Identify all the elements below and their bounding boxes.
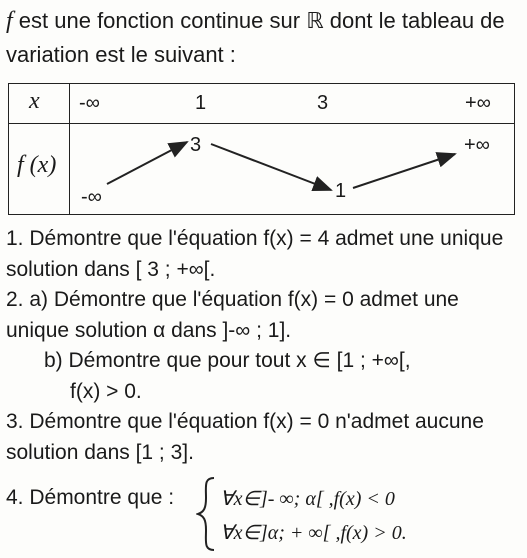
question-2a: 2. a) Démontre que l'équation f(x) = 0 admet une unique solution α dans ]-∞ ; 1]. <box>6 288 459 342</box>
questions-block <box>6 224 521 468</box>
arrow-increasing-1 <box>107 142 187 184</box>
left-brace-icon <box>196 476 218 552</box>
x-value-3: 3 <box>317 92 329 114</box>
fx-row-label: f (x) <box>17 152 57 178</box>
question-3: 3. Démontre que l'équation f(x) = 0 n'admet aucune solution dans [1 ; 3]. <box>6 410 484 464</box>
question-1: 1. Démontre que l'équation f(x) = 4 admet une unique solution dans [ 3 ; +∞[. <box>6 227 504 281</box>
intro-function-name: f <box>6 8 13 34</box>
fx-value-3: 3 <box>190 134 202 156</box>
fx-value-1: 1 <box>335 180 347 202</box>
variation-arrows <box>9 84 514 214</box>
arrow-increasing-2 <box>353 154 455 188</box>
intro-sentence: est une fonction continue sur ℝ dont le tableau de variation est le suivant : <box>6 8 505 67</box>
system-line-2-text: ∀x∈]α; + ∞[ ,f(x) > 0 <box>220 522 402 544</box>
fx-value-plus-inf: +∞ <box>464 134 490 156</box>
question-2b-line1: b) Démontre que pour tout x ∈ [1 ; +∞[, <box>44 349 411 372</box>
x-value-minus-inf: -∞ <box>79 92 100 114</box>
question-2b-line2: f(x) > 0. <box>70 379 142 403</box>
question-4-label: 4. Démontre que : <box>6 486 175 509</box>
system-end-period: . <box>401 522 407 544</box>
arrow-decreasing <box>211 144 331 190</box>
x-value-plus-inf: +∞ <box>465 92 491 114</box>
system-line-2 <box>220 516 407 550</box>
fx-value-minus-inf: -∞ <box>81 186 102 208</box>
x-row-label: x <box>29 88 40 114</box>
variation-table <box>8 83 515 215</box>
system-line-1: ∀x∈]- ∞; α[ ,f(x) < 0 <box>220 488 395 510</box>
intro-text <box>6 4 521 71</box>
question-4-system <box>220 482 407 550</box>
x-value-1: 1 <box>195 92 207 114</box>
